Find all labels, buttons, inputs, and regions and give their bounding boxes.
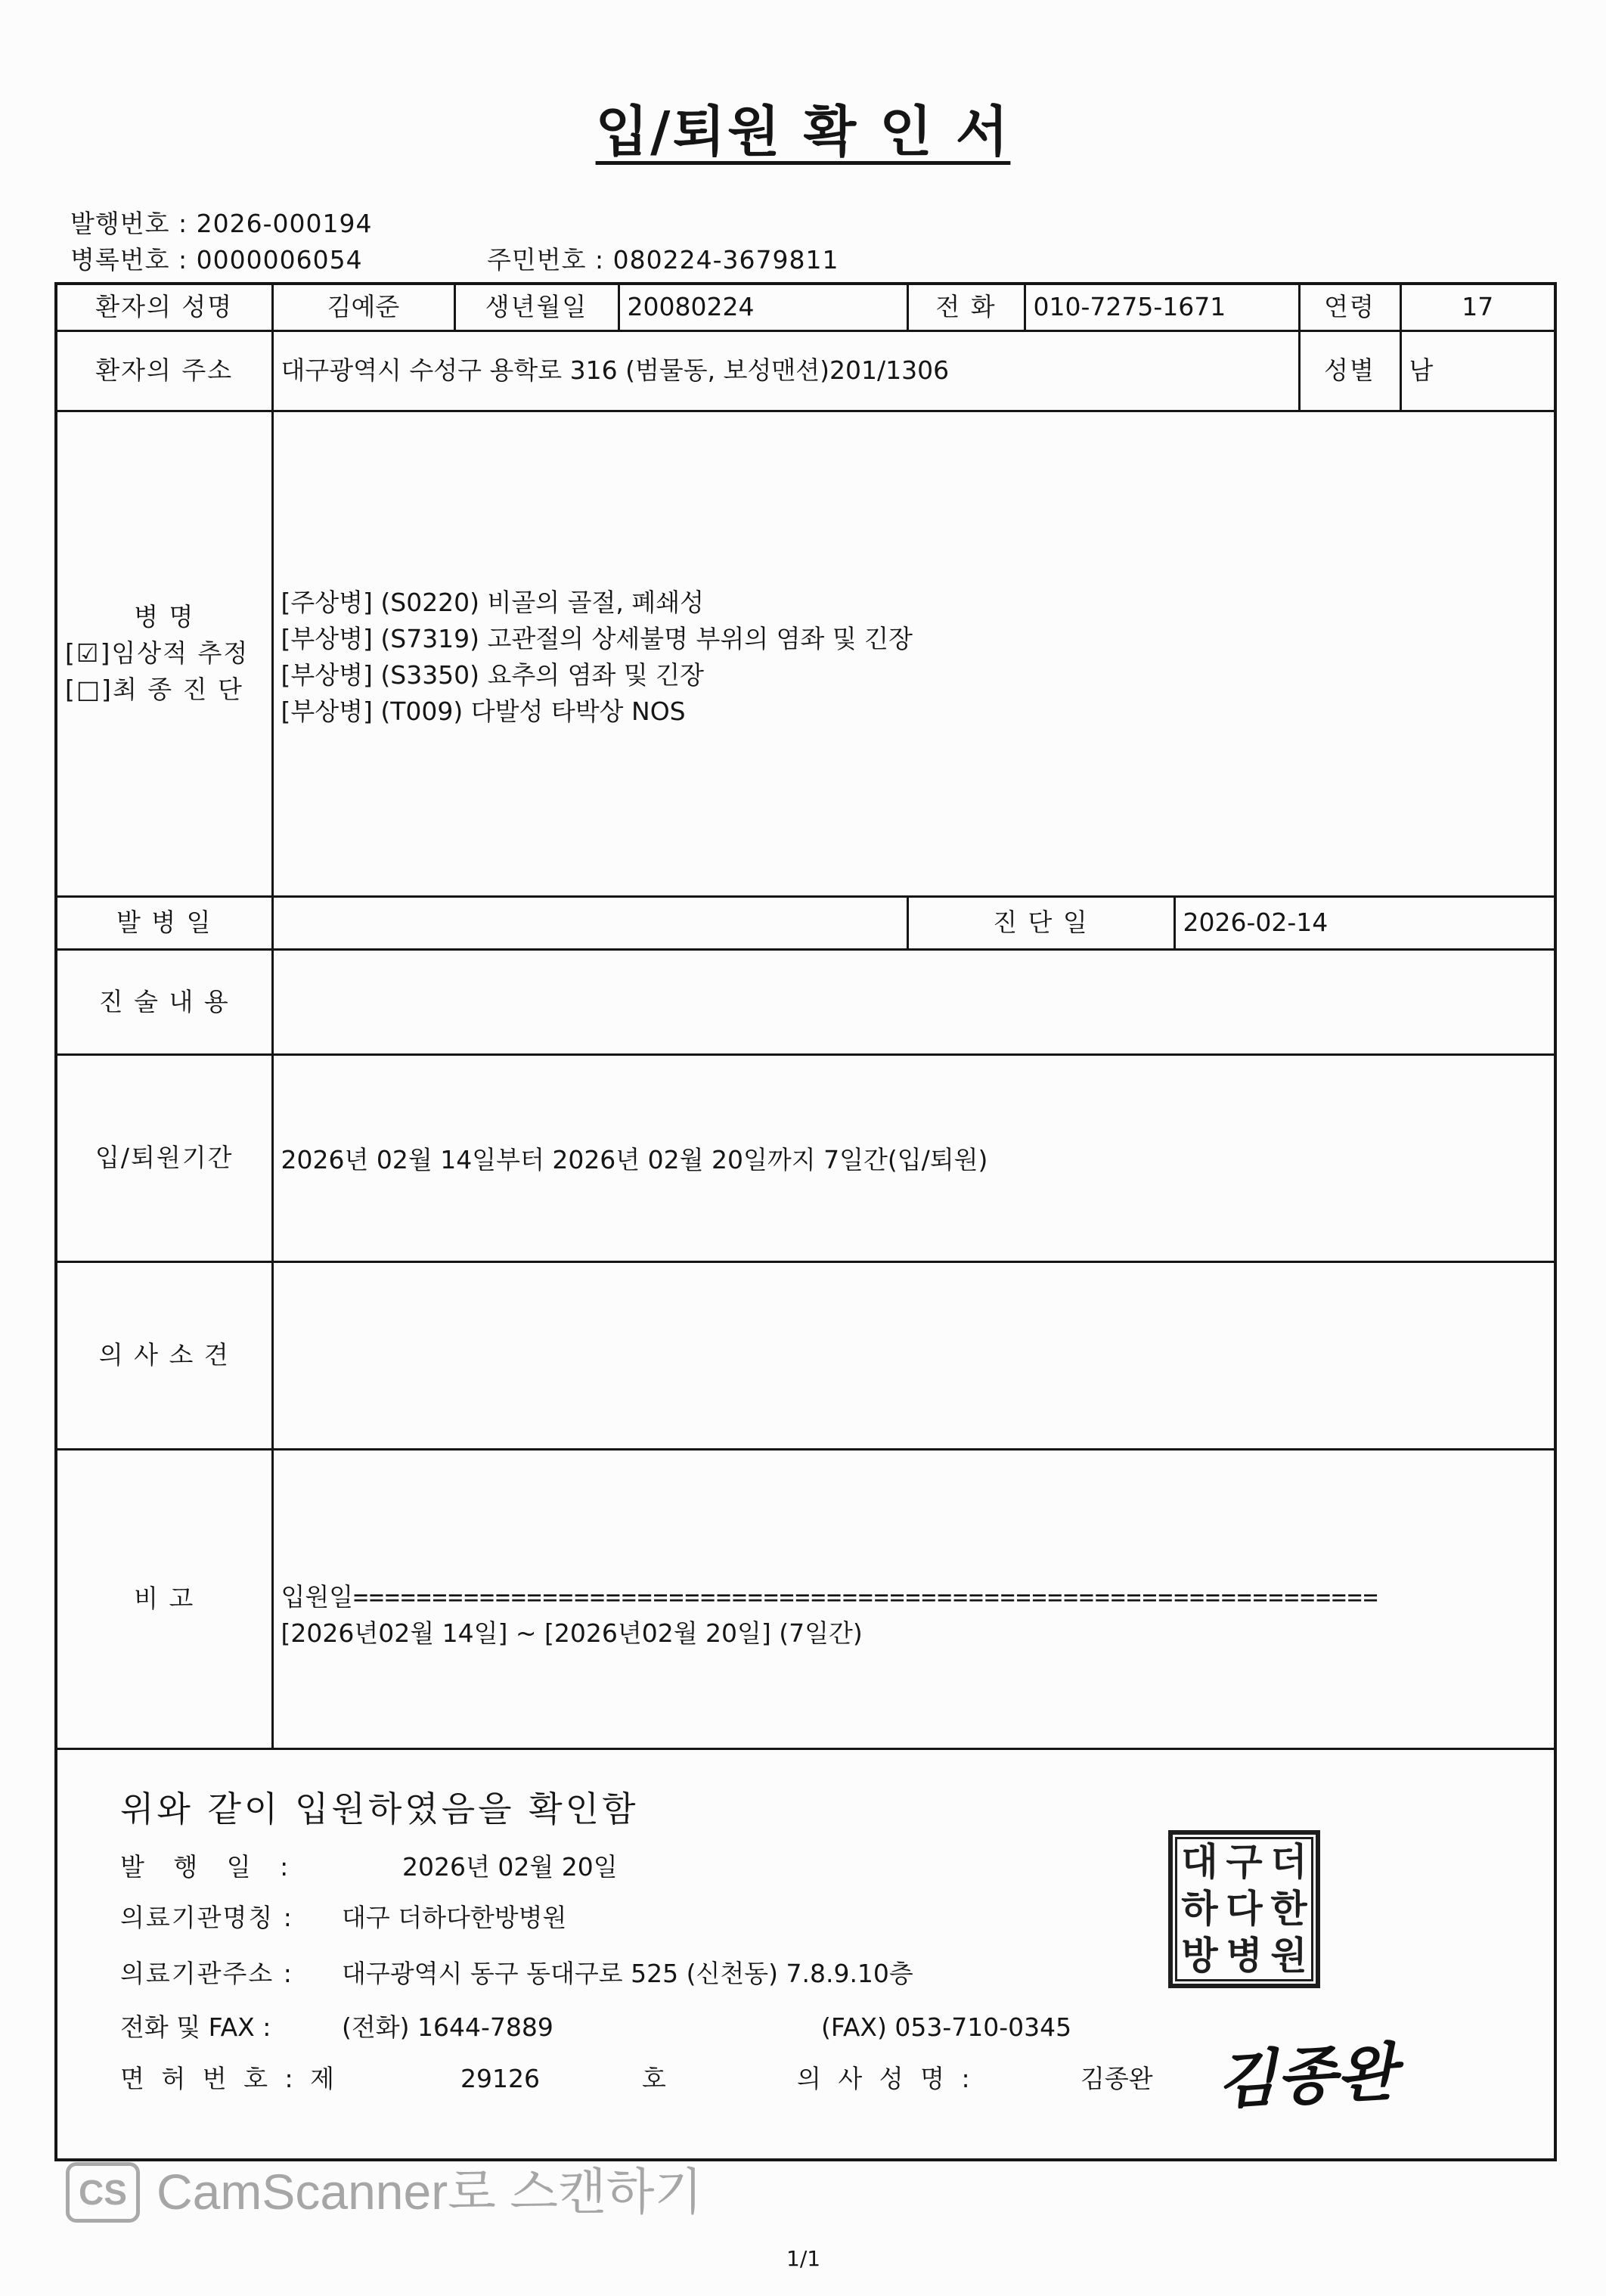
certification-block <box>57 1750 1554 2158</box>
seal-character: 더 <box>1270 1840 1307 1885</box>
institution-address-label: 의료기관주소 : <box>120 1958 293 1988</box>
certificate-table <box>54 282 1557 2161</box>
birth-date-label: 생년월일 <box>454 284 619 330</box>
separator-line: ================================================================= <box>353 1581 1379 1612</box>
hospital-seal <box>1168 1830 1320 1988</box>
doctor-signature: 김종완 <box>1214 2035 1398 2118</box>
patient-name-label: 환자의 성명 <box>56 284 272 330</box>
diagnosis-item: [부상병] (S3350) 요추의 염좌 및 긴장 <box>281 659 705 690</box>
seal-character: 다 <box>1226 1886 1263 1931</box>
record-number-line <box>70 245 363 275</box>
record-number: 0000006054 <box>196 245 363 275</box>
phone-label: 전 화 <box>907 284 1025 330</box>
camscanner-logo-icon: CS <box>66 2162 140 2223</box>
title-text: 입/퇴원 확 인 서 <box>595 100 1011 163</box>
seal-character: 병 <box>1226 1933 1263 1978</box>
resident-number-label: 주민번호 : <box>487 245 605 275</box>
institution-address: 대구광역시 동구 동대구로 525 (신천동) 7.8.9.10층 <box>342 1958 913 1988</box>
remarks-label: 비 고 <box>56 1449 272 1748</box>
remarks-row <box>56 1449 1555 1748</box>
opinion-row <box>56 1261 1555 1449</box>
onset-label: 발 병 일 <box>56 896 272 949</box>
seal-character: 구 <box>1226 1840 1263 1885</box>
resident-number: 080224-3679811 <box>612 245 839 275</box>
diagnosis-list-cell <box>272 411 1555 896</box>
onset-value <box>272 896 907 949</box>
issue-date-label: 발 행 일 : <box>120 1851 299 1882</box>
patient-row <box>56 284 1555 330</box>
doctor-name: 김종완 <box>1080 2063 1153 2093</box>
seal-grid <box>1175 1837 1313 1981</box>
admission-label: 입원일 <box>281 1581 354 1612</box>
sex-label: 성별 <box>1299 330 1400 411</box>
issue-number-label: 발행번호 : <box>70 209 188 238</box>
clinical-estimate-label: 임상적 추정 <box>111 638 250 668</box>
issue-date: 2026년 02월 20일 <box>402 1851 618 1882</box>
license-label: 면 허 번 호 : 제 <box>120 2063 339 2093</box>
onset-row <box>56 896 1555 949</box>
admission-period: 2026년 02월 14일부터 2026년 02월 20일까지 7일간(입/퇴원) <box>281 1145 988 1174</box>
page-number: 1/1 <box>786 2246 821 2271</box>
diagnosis-label-cell <box>56 411 272 896</box>
seal-character: 원 <box>1270 1933 1307 1978</box>
resident-number-line <box>487 245 839 275</box>
admission-range: [2026년02월 14일] ~ [2026년02월 20일] (7일간) <box>281 1618 863 1648</box>
institution-fax: (FAX) 053-710-0345 <box>821 2012 1072 2042</box>
address-row <box>56 330 1555 411</box>
birth-date: 20080224 <box>619 284 907 330</box>
opinion-label: 의 사 소 견 <box>56 1261 272 1449</box>
patient-name: 김예준 <box>272 284 454 330</box>
institution-label: 의료기관명칭 : <box>120 1902 293 1932</box>
final-diagnosis-label: 최 종 진 단 <box>112 675 243 704</box>
record-number-label: 병록번호 : <box>70 245 188 275</box>
age-value: 17 <box>1400 284 1555 330</box>
diagnosis-label: 병 명 <box>134 602 195 631</box>
seal-character: 방 <box>1181 1933 1218 1978</box>
clinical-estimate-checkbox: [☑] <box>65 638 112 668</box>
final-diagnosis-checkbox: [□] <box>65 675 113 704</box>
institution-phone: (전화) 1644-7889 <box>342 2012 553 2042</box>
phone-number: 010-7275-1671 <box>1025 284 1299 330</box>
address-label: 환자의 주소 <box>56 330 272 411</box>
statement-row <box>56 949 1555 1054</box>
diagnosis-date: 2026-02-14 <box>1174 896 1555 949</box>
admission-line <box>281 1579 1547 1615</box>
seal-character: 한 <box>1270 1886 1307 1931</box>
age-label: 연령 <box>1299 284 1400 330</box>
issue-number: 2026-000194 <box>196 209 373 238</box>
period-cell <box>272 1054 1555 1261</box>
license-suffix: 호 <box>642 2063 666 2093</box>
footer-cell <box>56 1748 1555 2160</box>
issue-number-line <box>70 209 373 239</box>
confirmation-statement: 위와 같이 입원하였음을 확인함 <box>120 1788 639 1829</box>
diagnosis-date-label: 진 단 일 <box>907 896 1174 949</box>
statement-value <box>272 949 1555 1054</box>
diagnosis-item: [주상병] (S0220) 비골의 골절, 폐쇄성 <box>281 587 705 617</box>
final-diagnosis-option <box>65 672 264 708</box>
license-number: 29126 <box>460 2063 540 2093</box>
diagnosis-item: [부상병] (T009) 다발성 타박상 NOS <box>281 696 686 726</box>
institution-name: 대구 더하다한방병원 <box>342 1902 567 1932</box>
patient-address: 대구광역시 수성구 용학로 316 (범물동, 보성맨션)201/1306 <box>272 330 1299 411</box>
footer-row <box>56 1748 1555 2160</box>
period-label: 입/퇴원기간 <box>56 1054 272 1261</box>
opinion-value <box>272 1261 1555 1449</box>
period-row <box>56 1054 1555 1261</box>
seal-character: 하 <box>1181 1886 1218 1931</box>
remarks-cell <box>272 1449 1555 1748</box>
diagnosis-row <box>56 411 1555 896</box>
remarks-content <box>281 1547 1547 1652</box>
diagnosis-list <box>281 578 1547 730</box>
diagnosis-label-block <box>65 599 264 708</box>
document-title <box>0 99 1606 164</box>
clinical-estimate-option <box>65 635 264 672</box>
seal-character: 대 <box>1181 1840 1218 1885</box>
doctor-name-label: 의 사 성 명 : <box>797 2063 975 2093</box>
diagnosis-item: [부상병] (S7319) 고관절의 상세불명 부위의 염좌 및 긴장 <box>281 623 913 653</box>
camscanner-watermark: CamScanner로 스캔하기 <box>157 2164 703 2220</box>
statement-label: 진 술 내 용 <box>56 949 272 1054</box>
sex-value: 남 <box>1400 330 1555 411</box>
contact-label: 전화 및 FAX : <box>120 2012 271 2042</box>
